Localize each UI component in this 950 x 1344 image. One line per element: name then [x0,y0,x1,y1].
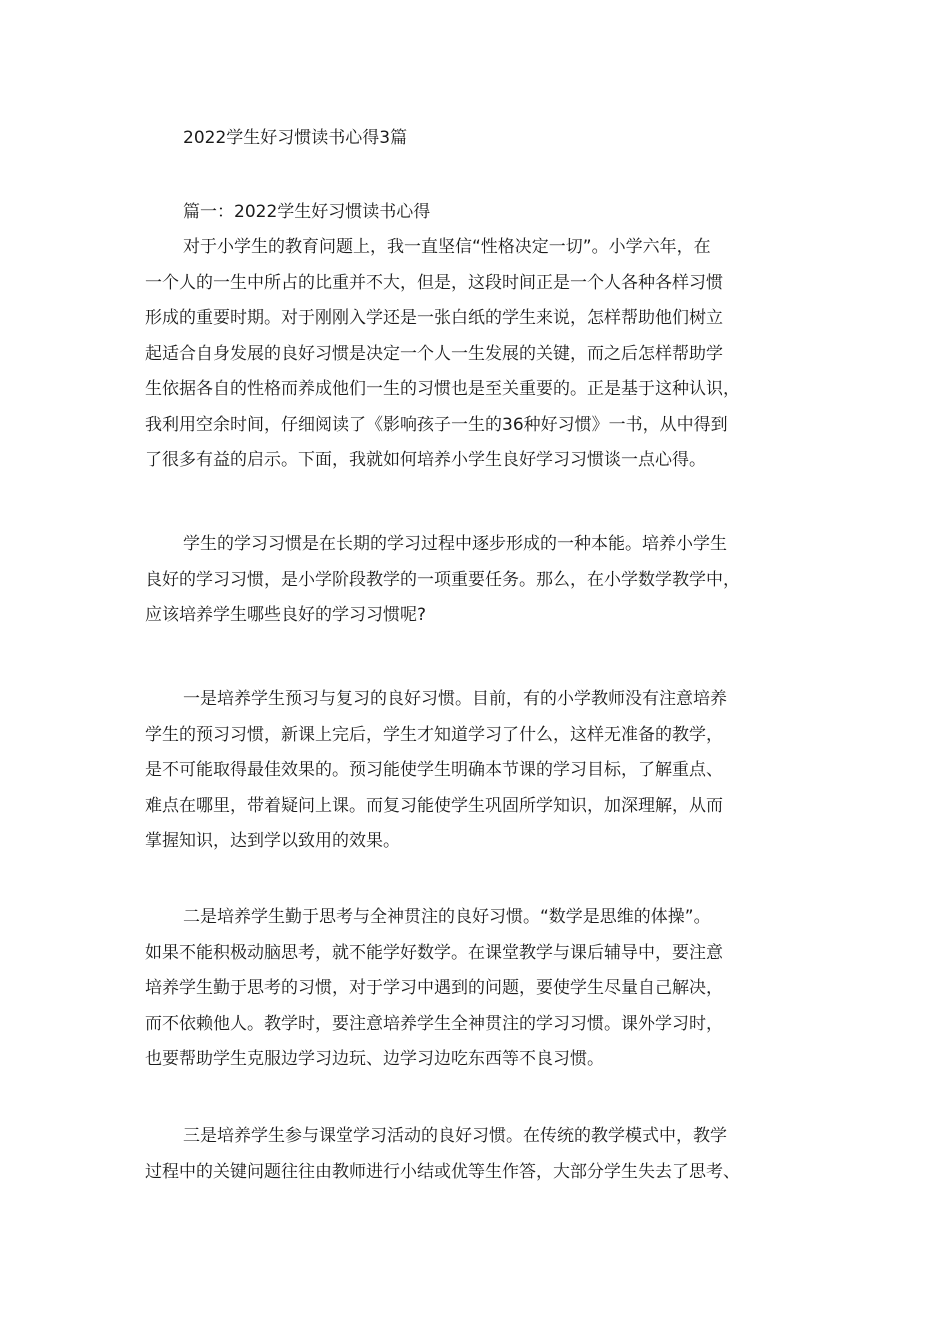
paragraph-line: 掌握知识，达到学以致用的效果。 [145,831,400,851]
paragraph-line: 过程中的关键问题往往由教师进行小结或优等生作答，大部分学生失去了思考、 [145,1161,740,1182]
paragraph-line: 而不依赖他人。教学时，要注意培养学生全神贯注的学习习惯。课外学习时， [145,1013,723,1034]
paragraph-line: 二是培养学生勤于思考与全神贯注的良好习惯。“数学是思维的体操”。 [183,907,711,927]
paragraph-line: 学生的预习习惯，新课上完后，学生才知道学习了什么，这样无准备的教学， [145,724,723,745]
paragraph-2 [145,527,825,634]
paragraph-line: 一是培养学生预习与复习的良好习惯。目前，有的小学教师没有注意培养 [183,689,727,709]
paragraph-line: 良好的学习习惯，是小学阶段教学的一项重要任务。那么，在小学数学教学中， [145,569,740,590]
paragraph-line: 对于小学生的教育问题上，我一直坚信“性格决定一切”。小学六年，在 [183,237,711,257]
paragraph-3 [145,682,825,860]
paragraph-line: 生依据各自的性格而养成他们一生的习惯也是至关重要的。正是基于这种认识， [145,379,740,399]
paragraph-line: 形成的重要时期。对于刚刚入学还是一张白纸的学生来说，怎样帮助他们树立 [145,308,723,328]
paragraph-4 [145,900,825,1078]
paragraph-line: 学生的学习习惯是在长期的学习过程中逐步形成的一种本能。培养小学生 [183,534,727,554]
paragraph-line: 了很多有益的启示。下面，我就如何培养小学生良好学习习惯谈一点心得。 [145,450,706,470]
paragraph-5 [145,1119,825,1190]
document-title: 2022学生好习惯读书心得3篇 [183,128,408,148]
paragraph-line: 我利用空余时间，仔细阅读了《影响孩子一生的36种好习惯》一书，从中得到 [145,414,728,435]
paragraph-line: 起适合自身发展的良好习惯是决定一个人一生发展的关键，而之后怎样帮助学 [145,343,723,364]
paragraph-line: 也要帮助学生克服边学习边玩、边学习边吃东西等不良习惯。 [145,1049,604,1069]
paragraph-line: 培养学生勤于思考的习惯，对于学习中遇到的问题，要使学生尽量自己解决， [145,978,723,998]
paragraph-line: 难点在哪里，带着疑问上课。而复习能使学生巩固所学知识，加深理解，从而 [145,795,723,816]
paragraph-line: 一个人的一生中所占的比重并不大，但是，这段时间正是一个人各种各样习惯 [145,272,723,293]
paragraph-line: 应该培养学生哪些良好的学习习惯呢? [145,605,427,625]
paragraph-line: 如果不能积极动脑思考，就不能学好数学。在课堂教学与课后辅导中，要注意 [145,942,723,963]
paragraph-1 [145,230,825,479]
section-heading: 篇一：2022学生好习惯读书心得 [183,202,431,222]
paragraph-line: 三是培养学生参与课堂学习活动的良好习惯。在传统的教学模式中，教学 [183,1126,727,1146]
paragraph-line: 是不可能取得最佳效果的。预习能使学生明确本节课的学习目标，了解重点、 [145,760,723,780]
